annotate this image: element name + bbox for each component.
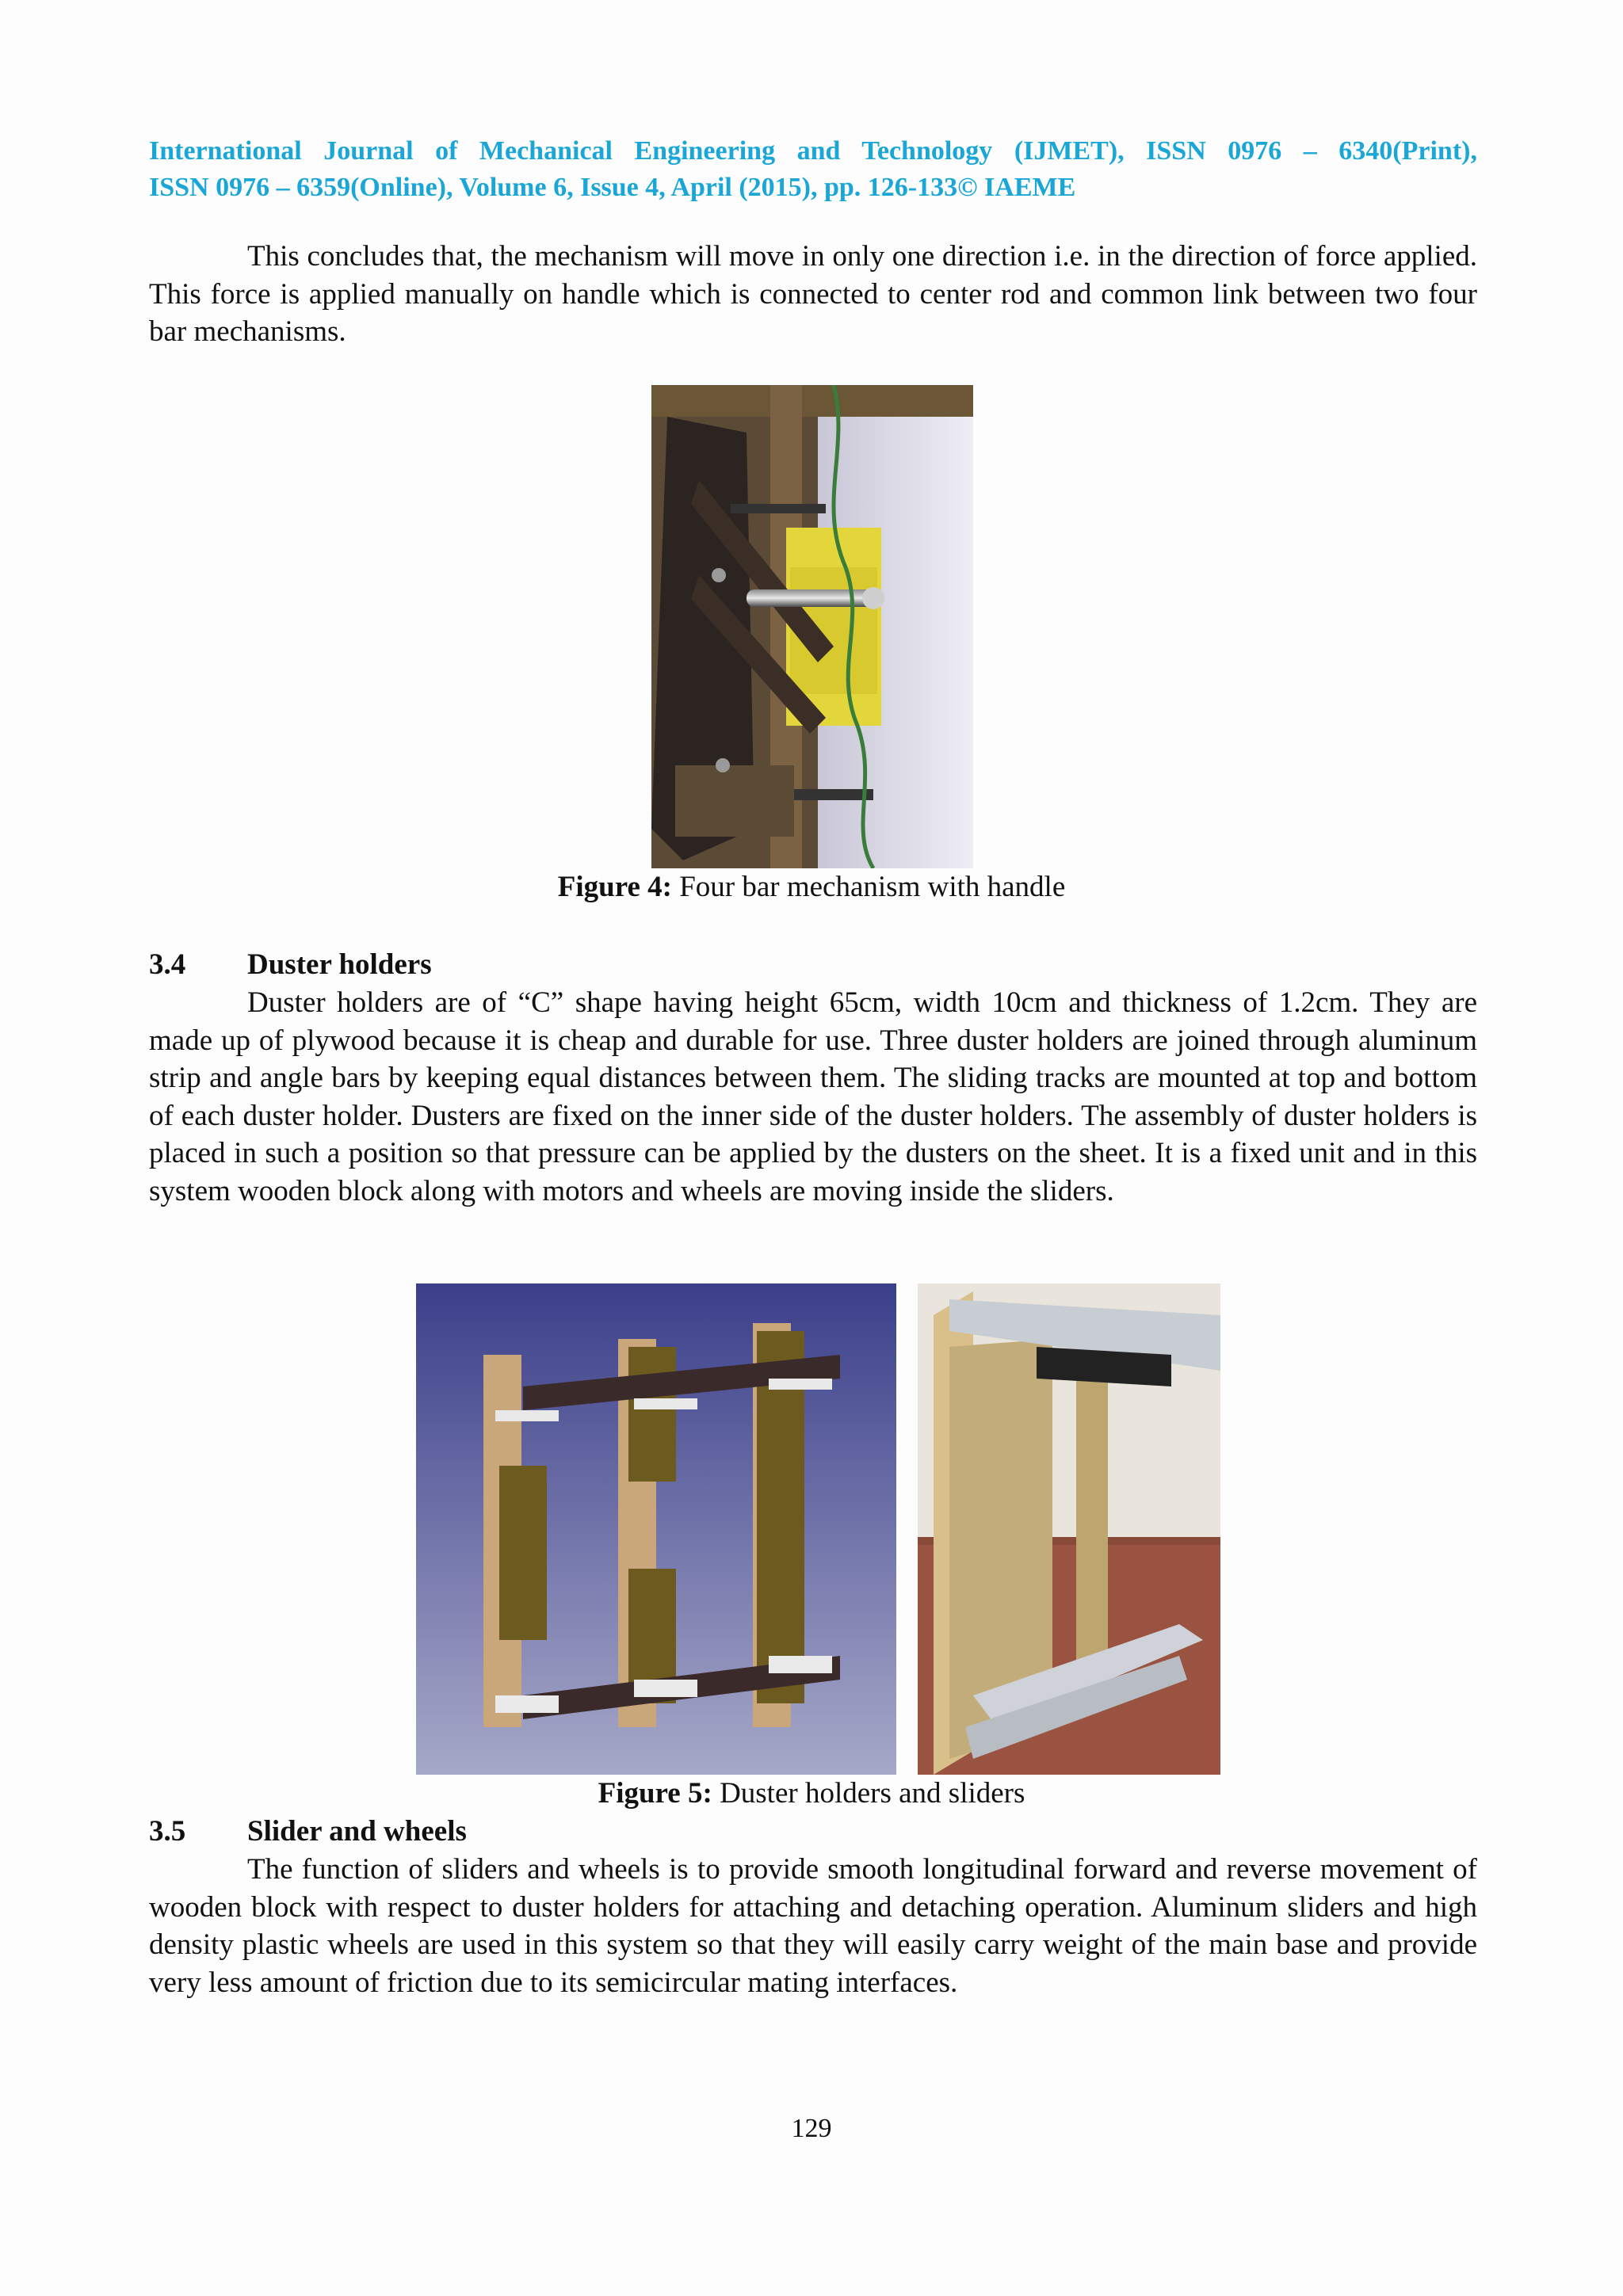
section-3-4-heading	[149, 946, 432, 983]
figure-4-caption	[0, 868, 1623, 906]
figure-5-caption	[0, 1775, 1623, 1812]
section-3-5-heading	[149, 1813, 467, 1850]
figure-5-label: Figure 5:	[598, 1777, 712, 1810]
figure-5-text: Duster holders and sliders	[720, 1777, 1025, 1810]
duster-holders-cad-image	[416, 1283, 896, 1775]
section-3-5-body	[149, 1851, 1477, 2001]
section-3-4-title: Duster holders	[247, 948, 432, 981]
section-3-5-text: The function of sliders and wheels is to provide smooth longitudinal forward and reverse movement of wooden block with respect to duster holders for attaching and detaching operation. Aluminum sliders and high density plastic wheels are used in this system so that they will easily carry weight of the main base and provide very less amount of friction due to its semicircular mating interfaces.	[149, 1853, 1477, 1999]
section-3-4-number: 3.4	[149, 948, 186, 981]
journal-header-line-1: International Journal of Mechanical Engineering and Technology (IJMET), ISSN 0976 – 6340(Print),	[149, 136, 1477, 166]
journal-header-line-2: ISSN 0976 – 6359(Online), Volume 6, Issue 4, April (2015), pp. 126-133© IAEME	[149, 173, 1076, 202]
figure-5-cad-render	[416, 1283, 896, 1775]
intro-paragraph	[149, 238, 1477, 351]
figure-4-text: Four bar mechanism with handle	[679, 871, 1066, 903]
page-number: 129	[791, 2114, 832, 2143]
four-bar-mechanism-image	[651, 385, 973, 868]
journal-header	[149, 133, 1477, 206]
figure-4-photo	[651, 385, 973, 868]
figure-4-label: Figure 4:	[557, 871, 672, 903]
figure-5-photo	[918, 1283, 1220, 1775]
section-3-5-number: 3.5	[149, 1815, 186, 1848]
section-3-4-body	[149, 984, 1477, 1210]
intro-paragraph-text: This concludes that, the mechanism will move in only one direction i.e. in the direction of force applied. This force is applied manually on handle which is connected to center rod and common link between two four bar mechanisms.	[149, 240, 1477, 348]
duster-holders-photo-image	[918, 1283, 1220, 1775]
section-3-4-text: Duster holders are of “C” shape having height 65cm, width 10cm and thickness of 1.2cm. They are made up of plywood because it is cheap and durable for use. Three duster holders are joined through aluminum strip and angle bars by keeping equal distances between them. The sliding tracks are mounted at top and bottom of each duster holder. Dusters are fixed on the inner side of the duster holders. The assembly of duster holders is placed in such a position so that pressure can be applied by the dusters on the sheet. It is a fixed unit and in this system wooden block along with motors and wheels are moving inside the sliders.	[149, 986, 1477, 1207]
section-3-5-title: Slider and wheels	[247, 1815, 467, 1848]
